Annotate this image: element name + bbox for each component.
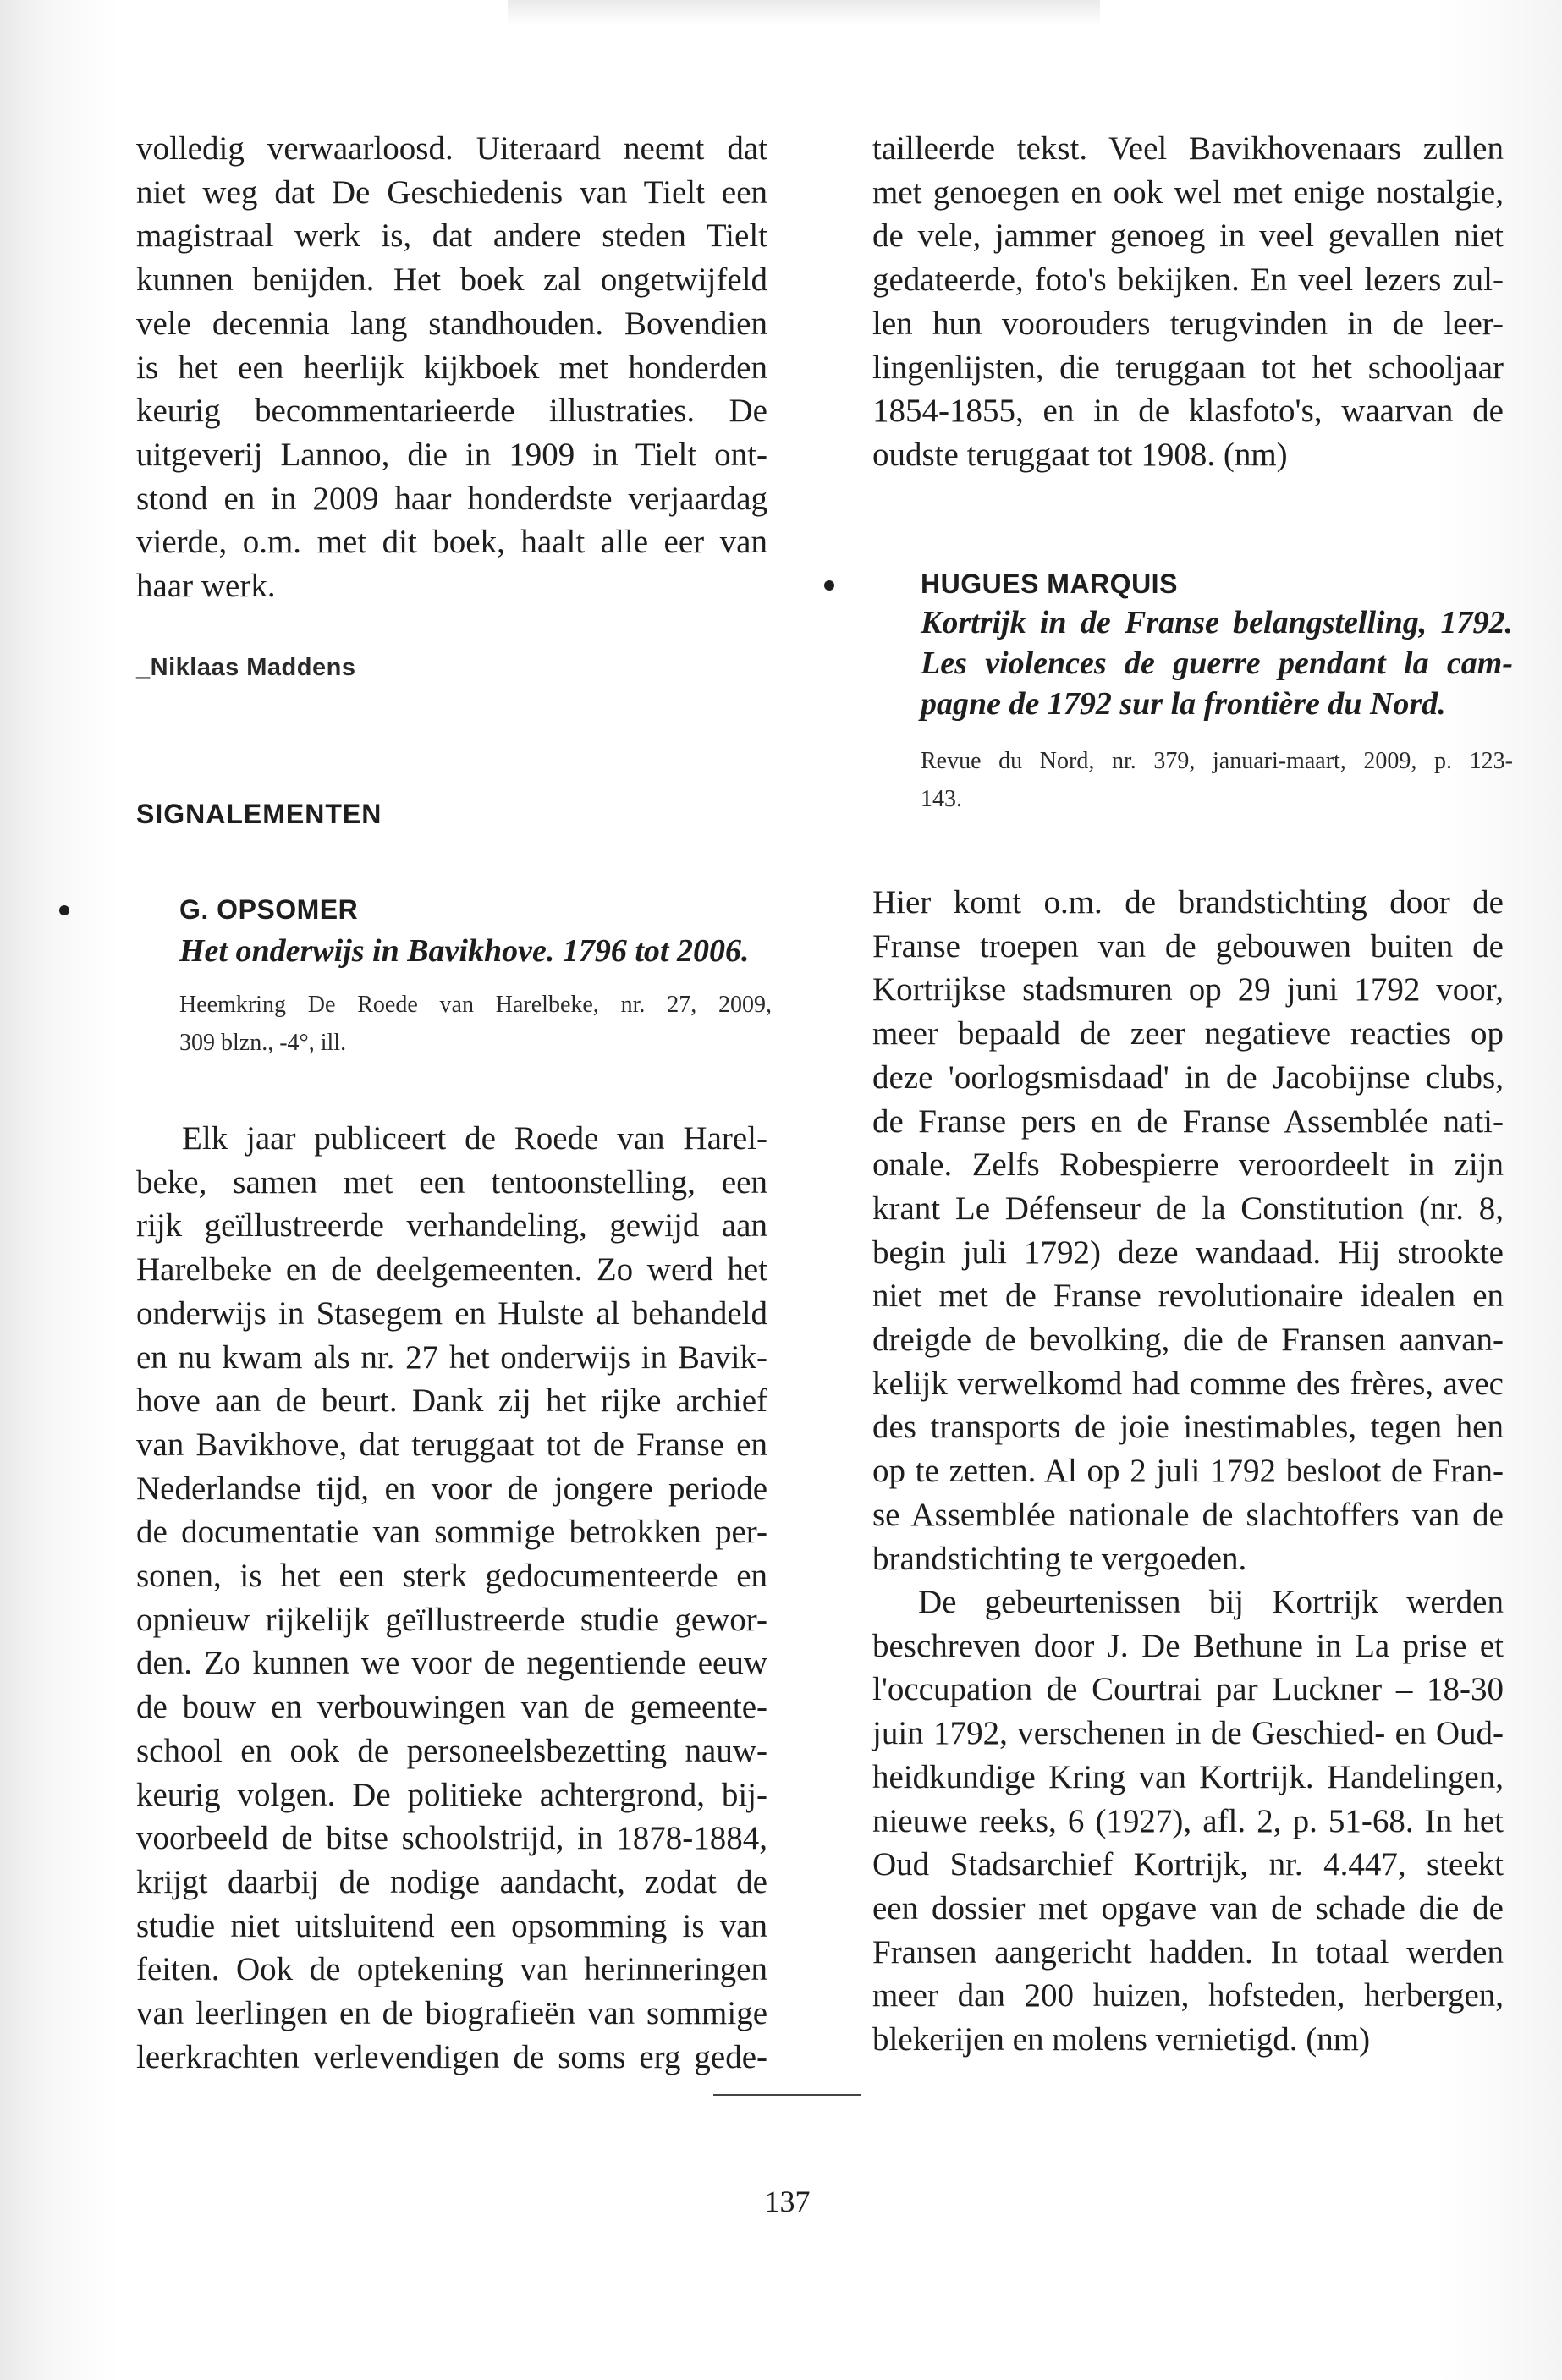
text-line: se Assemblée nationale de slachtoffers van de (872, 1496, 1504, 1533)
text-line: magistraal werk is, dat andere steden Tielt (136, 217, 767, 255)
text-line: begin juli 1792) deze wandaad. Hij strookte (872, 1234, 1504, 1271)
text-line: beschreven door J. De Bethune in La prise et (872, 1627, 1504, 1664)
text-line: Nederlandse tijd, en voor de jongere periode (136, 1470, 767, 1507)
text-line: meer dan 200 huizen, hofsteden, herbergen, (872, 1977, 1504, 2014)
text-line: leerkrachten verlevendigen de soms erg gede- (136, 2038, 767, 2075)
page-number: 137 (764, 2185, 811, 2218)
review1-author: G. OPSOMER (179, 894, 359, 925)
text-line: oudste teruggaat tot 1908. (nm) (872, 436, 1288, 473)
left-column (136, 127, 767, 608)
text-line: van Bavikhove, dat teruggaat tot de Franse en (136, 1426, 767, 1463)
text-line: onderwijs in Stasegem en Hulste al behandeld (136, 1294, 767, 1332)
text-line: niet weg dat De Geschiedenis van Tielt een (136, 173, 767, 211)
text-line: Elk jaar publiceert de Roede van Harel- (182, 1120, 767, 1157)
text-line: tailleerde tekst. Veel Bavikhovenaars zullen (872, 130, 1504, 167)
text-line: sonen, is het een sterk gedocumenteerde en (136, 1558, 767, 1595)
text-line: blekerijen en molens vernietigd. (nm) (872, 2021, 1371, 2058)
text-line: rijk geïllustreerde verhandeling, gewijd aan (136, 1207, 767, 1245)
scan-shadow (508, 0, 1100, 25)
text-line: brandstichting te vergoeden. (872, 1540, 1247, 1577)
text-line: de documentatie van sommige betrokken per- (136, 1514, 767, 1551)
text-line: de vele, jammer genoeg in veel gevallen niet (872, 217, 1504, 255)
text-line: feiten. Ook de optekening van herinneringen (136, 1951, 767, 1988)
bullet-icon (59, 905, 69, 915)
text-line: kelijk verwelkomd had comme des frères, avec (872, 1365, 1504, 1402)
text-line: hove aan de beurt. Dank zij het rijke archief (136, 1382, 767, 1420)
text-line: voorbeeld de bitse schoolstrijd, in 1878-1884, (136, 1820, 767, 1857)
text-line: len hun voorouders terugvinden in de leer- (872, 305, 1504, 342)
text-line: lingenlijsten, die teruggaan tot het schooljaar (872, 349, 1504, 386)
text-line: nieuwe reeks, 6 (1927), afl. 2, p. 51-68. In het (872, 1802, 1504, 1839)
footer-rule (713, 2094, 861, 2096)
text-line: Kortrijkse stadsmuren op 29 juni 1792 voor, (872, 971, 1504, 1009)
text-line: Harelbeke en de deelgemeenten. Zo werd het (136, 1251, 767, 1289)
text-line: De gebeurtenissen bij Kortrijk werden (918, 1584, 1504, 1620)
text-line: haar werk. (136, 568, 276, 605)
text-line: juin 1792, verschenen in de Geschied- en Oud- (872, 1715, 1504, 1752)
text-line: 309 blzn., -4°, ill. (179, 1030, 347, 1056)
right-column (872, 127, 1504, 477)
text-line: keurig becommentarieerde illustraties. De (136, 393, 767, 430)
text-line: Revue du Nord, nr. 379, januari-maart, 2009, p. 123- (921, 748, 1513, 774)
text-line: beke, samen met een tentoonstelling, een (136, 1163, 767, 1201)
bullet-icon (824, 580, 834, 591)
text-line: krijgt daarbij de nodige aandacht, zodat de (136, 1863, 767, 1900)
review2-title (921, 602, 1513, 724)
text-line: heidkundige Kring van Kortrijk. Handelingen, (872, 1758, 1504, 1795)
text-line: niet met de Franse revolutionaire idealen en (872, 1278, 1504, 1315)
text-line: des transports de joie inestimables, tegen hen (872, 1409, 1504, 1446)
text-line: Fransen aangericht hadden. In totaal werden (872, 1933, 1504, 1971)
section-heading: SIGNALEMENTEN (136, 799, 382, 829)
text-line: keurig volgen. De politieke achtergrond, bij- (136, 1776, 767, 1813)
text-line: Kortrijk in de Franse belangstelling, 1792. (921, 605, 1513, 640)
text-line: vierde, o.m. met dit boek, haalt alle eer van (136, 524, 767, 561)
text-line: de Franse pers en de Franse Assemblée nati- (872, 1102, 1504, 1140)
text-line: Les violences de guerre pendant la cam- (921, 646, 1513, 681)
text-line: dreigde de bevolking, die de Fransen aanvan- (872, 1322, 1504, 1359)
review2-author: HUGUES MARQUIS (921, 569, 1178, 599)
text-line: deze 'oorlogsmisdaad' in de Jacobijnse clubs, (872, 1058, 1504, 1096)
review1-title: Het onderwijs in Bavikhove. 1796 tot 2006. (179, 933, 750, 969)
review1-publication (179, 986, 772, 1062)
text-line: l'occupation de Courtrai par Luckner – 18-30 (872, 1671, 1504, 1708)
text-line: den. Zo kunnen we voor de negentiende eeuw (136, 1645, 767, 1682)
text-line: de bouw en verbouwingen van de gemeente- (136, 1689, 767, 1726)
text-line: met genoegen en ook wel met enige nostalgie, (872, 173, 1504, 211)
text-line: 1854-1855, en in de klasfoto's, waarvan de (872, 393, 1504, 430)
text-line: van leerlingen en de biografieën van sommige (136, 1995, 767, 2032)
text-line: onale. Zelfs Robespierre veroordeelt in zijn (872, 1146, 1504, 1184)
intro-paragraph (136, 127, 767, 608)
text-line: Oud Stadsarchief Kortrijk, nr. 4.447, steekt (872, 1846, 1504, 1883)
text-line: meer bepaald de zeer negatieve reacties op (872, 1015, 1504, 1053)
text-line: stond en in 2009 haar honderdste verjaardag (136, 480, 767, 517)
text-line: op te zetten. Al op 2 juli 1792 besloot de Fran- (872, 1453, 1504, 1490)
text-line: Hier komt o.m. de brandstichting door de (872, 884, 1504, 921)
text-line: 143. (921, 786, 962, 812)
text-line: en nu kwam als nr. 27 het onderwijs in Bavik- (136, 1338, 767, 1376)
review1-body (136, 1117, 767, 2079)
intro-signature: _Niklaas Maddens (136, 654, 356, 681)
text-line: Franse troepen van de gebouwen buiten de (872, 927, 1504, 965)
text-line: uitgeverij Lannoo, die in 1909 in Tielt ont- (136, 436, 767, 473)
text-line: studie niet uitsluitend een opsomming is van (136, 1907, 767, 1944)
text-line: pagne de 1792 sur la frontière du Nord. (921, 686, 1446, 722)
text-line: een dossier met opgave van de schade die de (872, 1889, 1504, 1927)
review2-body-continued (872, 1580, 1504, 2062)
text-line: school en ook de personeelsbezetting nauw- (136, 1732, 767, 1769)
text-line: volledig verwaarloosd. Uiteraard neemt dat (136, 130, 767, 167)
text-line: Heemkring De Roede van Harelbeke, nr. 27, 2009, (179, 992, 772, 1018)
review2-publication (921, 742, 1513, 818)
text-line: krant Le Défenseur de la Constitution (nr. 8, (872, 1190, 1504, 1227)
review2-body (872, 881, 1504, 1580)
text-line: is het een heerlijk kijkboek met honderden (136, 349, 767, 386)
text-line: kunnen benijden. Het boek zal ongetwijfeld (136, 261, 767, 299)
text-line: vele decennia lang standhouden. Bovendien (136, 305, 767, 342)
text-line: gedateerde, foto's bekijken. En veel lezers zul- (872, 261, 1504, 299)
text-line: opnieuw rijkelijk geïllustreerde studie gewor- (136, 1601, 767, 1638)
